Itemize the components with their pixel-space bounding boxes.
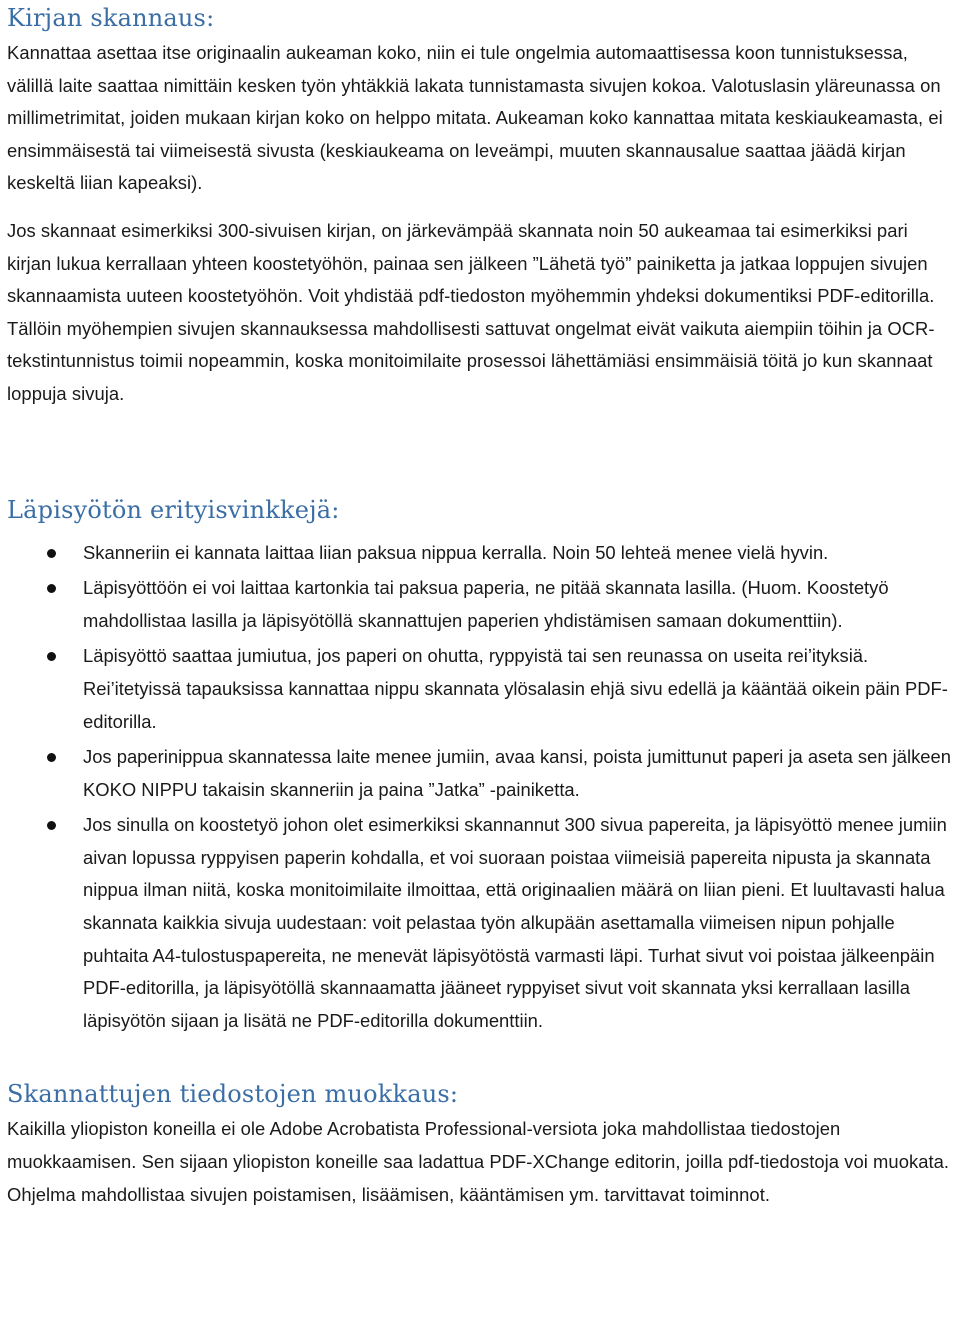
list-item [7,809,957,1037]
list-item-text: Jos paperinippua skannatessa laite menee jumiin, avaa kansi, poista jumittunut paperi ja aseta sen jälkeen KOKO NIPPU takaisin skanneriin ja paina ”Jatka” -painiketta. [83,746,951,800]
list-item-text: Läpisyöttö saattaa jumiutua, jos paperi on ohutta, ryppyistä tai sen reunassa on useita rei’ityksiä. Rei’itetyissä tapauksissa kannattaa nippu skannata ylösalasin ehjä sivu edellä ja kääntää oikein päin PDF-editorilla. [83,645,948,732]
tips-list [7,537,957,1038]
list-item [7,572,957,637]
list-item-text: Läpisyöttöön ei voi laittaa kartonkia tai paksua paperia, ne pitää skannata lasilla. (Huom. Koostetyö mahdollistaa lasilla ja läpisyötöllä skannattujen paperien yhdistämisen samaan dokumenttiin). [83,577,889,631]
list-item [7,741,957,806]
bullet-icon [47,652,56,661]
section-heading-kirjan-skannaus: Kirjan skannaus: [7,4,215,32]
list-item-text: Skanneriin ei kannata laittaa liian paksua nippua kerralla. Noin 50 lehteä menee vielä hyvin. [83,541,829,563]
list-item [7,537,957,570]
document-page [7,0,957,1211]
bullet-icon [47,584,56,593]
list-item [7,640,957,738]
section1-paragraph-2: Jos skannaat esimerkiksi 300-sivuisen kirjan, on järkevämpää skannata noin 50 aukeamaa tai esimerkiksi pari kirjan lukua kerrallaan yhteen koostetyöhön, painaa sen jälkeen ”Lähetä työ” painiketta ja jatkaa loppujen sivujen skannaamista uuteen koostetyöhön. Voit yhdistää pdf-tiedoston myöhemmin yhdeksi dokumentiksi PDF-editorilla. Tällöin myöhempien sivujen skannauksessa mahdollisesti sattuvat ongelmat eivät vaikuta aiempiin töihin ja OCR-tekstintunnistus toimii nopeammin, koska monitoimilaite prosessoi lähettämiäsi ensimmäisiä töitä jo kun skannaat loppuja sivuja. [7,219,935,404]
bullet-icon [47,549,56,558]
section-heading-skannattujen-tiedostojen-muokkaus: Skannattujen tiedostojen muokkaus: [7,1080,459,1109]
bullet-icon [47,821,56,830]
section1-paragraph-1: Kannattaa asettaa itse originaalin aukeaman koko, niin ei tule ongelmia automaattisessa koon tunnistuksessa, välillä laite saattaa nimittäin kesken työn yhtäkkiä lakata tunnistamasta sivujen kokoa. Valotuslasin yläreunassa on millimetrimitat, joiden mukaan kirjan koko on helppo mitata. Aukeaman koko kannattaa mitata keskiaukeamasta, ei ensimmäisestä tai viimeisestä sivusta (keskiaukeama on leveämpi, muuten skannausalue saattaa jäädä kirjan keskeltä liian kapeaksi). [7,42,943,194]
section3-paragraph-1: Kaikilla yliopiston koneilla ei ole Adobe Acrobatista Professional-versiota joka mahdollistaa tiedostojen muokkaamisen. Sen sijaan yliopiston koneille saa ladattua PDF-XChange editorin, joilla pdf-tiedostoja voi muokata. Ohjelma mahdollistaa sivujen poistamisen, lisäämisen, kääntämisen ym. tarvittavat toiminnot. [7,1118,950,1205]
section-heading-lapisyoton-erityisvinkkeja: Läpisyötön erityisvinkkejä: [7,495,340,524]
bullet-icon [47,753,56,762]
list-item-text: Jos sinulla on koostetyö johon olet esimerkiksi skannannut 300 sivua papereita, ja läpisyöttö menee jumiin aivan lopussa ryppyisen paperin kohdalla, et voi suoraan poistaa viimeisiä papereita nipusta ja skannata nippua ilman niitä, koska monitoimilaite ilmoittaa, että originaalien määrä on liian pieni. Et luultavasti halua skannata kaikkia sivuja uudestaan: voit pelastaa työn alkupään asettamalla viimeisen nipun pohjalle puhtaita A4-tulostuspapereita, ne menevät läpisyötöstä varmasti läpi. Turhat sivut voi poistaa jälkeenpäin PDF-editorilla, ja läpisyötöllä skannaamatta jääneet ryppyiset sivut voit skannata yksi kerrallaan lasilla läpisyötön sijaan ja lisätä ne PDF-editorilla dokumenttiin. [83,814,947,1031]
